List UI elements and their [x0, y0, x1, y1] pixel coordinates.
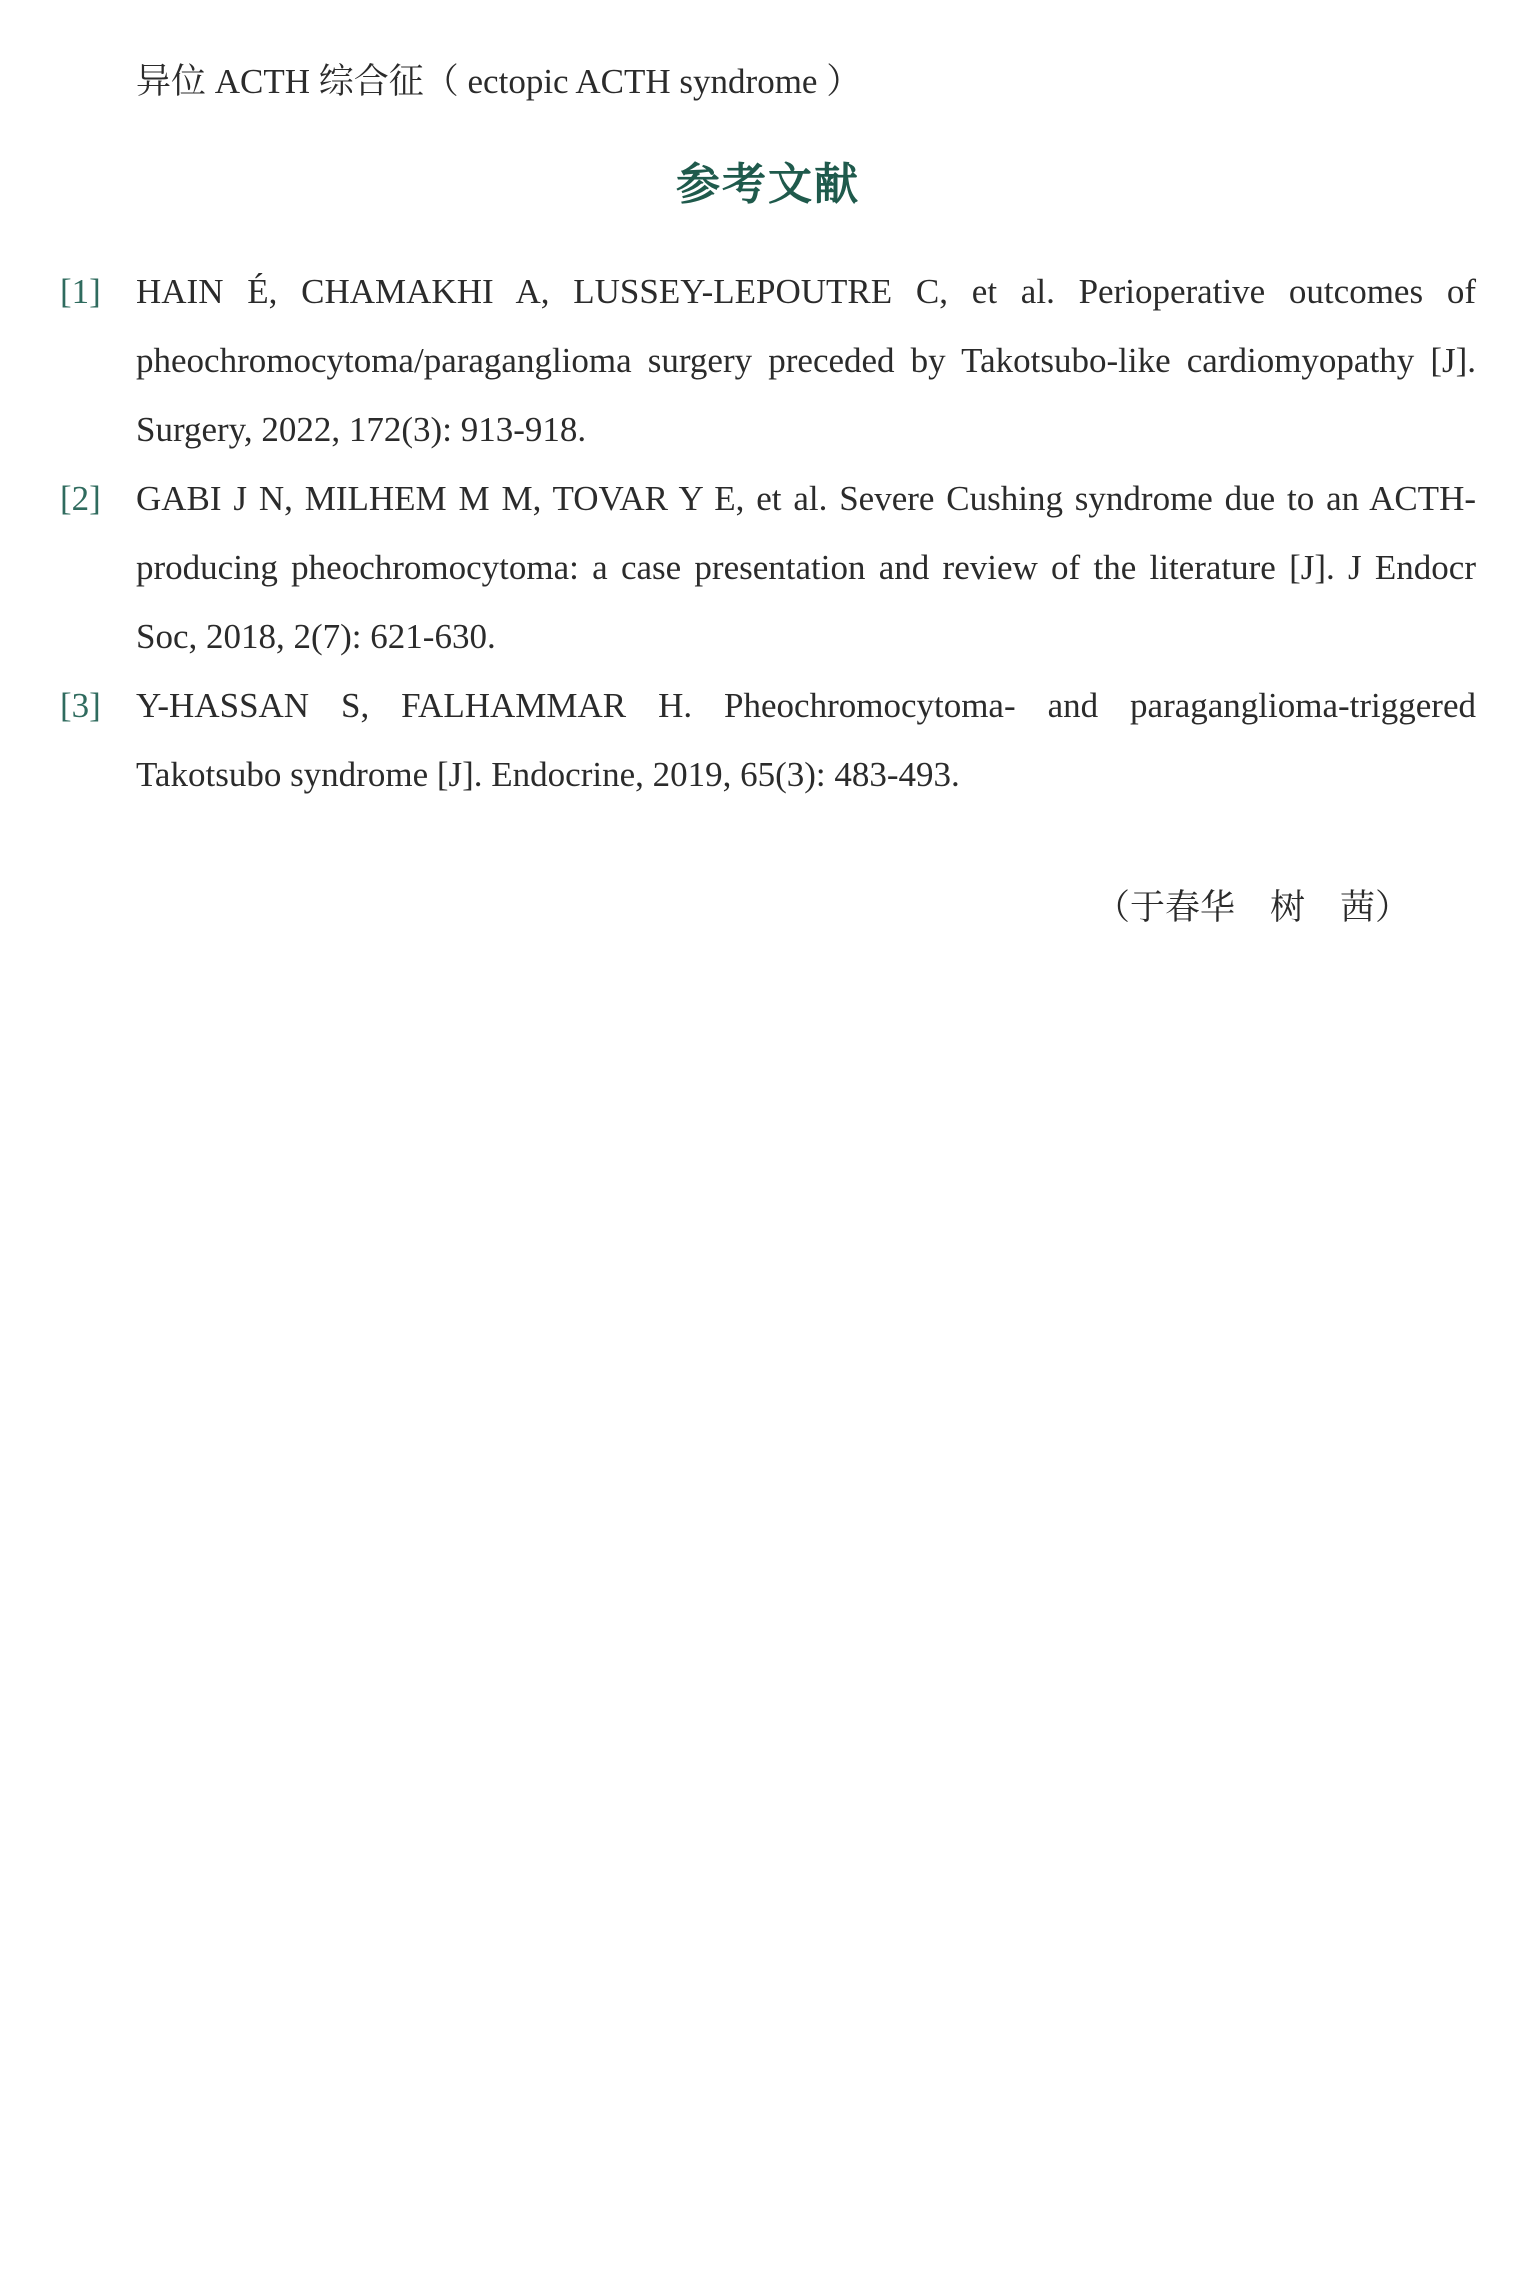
intro-text-line: 异位 ACTH 综合征（ ectopic ACTH syndrome ） — [136, 62, 862, 101]
reference-number: [2] — [60, 479, 101, 518]
reference-text: Y-HASSAN S, FALHAMMAR H. Pheochromocytoma- and paraganglioma-triggered Takotsubo syndrome [J]. Endocrine, 2019, 65(3): 483-493. — [136, 686, 1476, 794]
author-signature: （于春华 树 茜） — [1094, 888, 1410, 927]
references-heading: 参考文献 — [676, 159, 860, 210]
reference-list — [0, 257, 1536, 809]
reference-number: [3] — [60, 686, 101, 725]
reference-item — [60, 464, 1476, 671]
reference-number: [1] — [60, 272, 101, 311]
reference-item — [60, 257, 1476, 464]
reference-item — [60, 671, 1476, 809]
reference-text: GABI J N, MILHEM M M, TOVAR Y E, et al. Severe Cushing syndrome due to an ACTH-producing pheochromocytoma: a case presentation and review of the literature [J]. J Endocr Soc, 2018, 2(7): 621-630. — [136, 479, 1476, 656]
reference-text: HAIN É, CHAMAKHI A, LUSSEY-LEPOUTRE C, et al. Perioperative outcomes of pheochromocytoma/paraganglioma surgery preceded by Takotsubo-like cardiomyopathy [J]. Surgery, 2022, 172(3): 913-918. — [136, 272, 1476, 449]
